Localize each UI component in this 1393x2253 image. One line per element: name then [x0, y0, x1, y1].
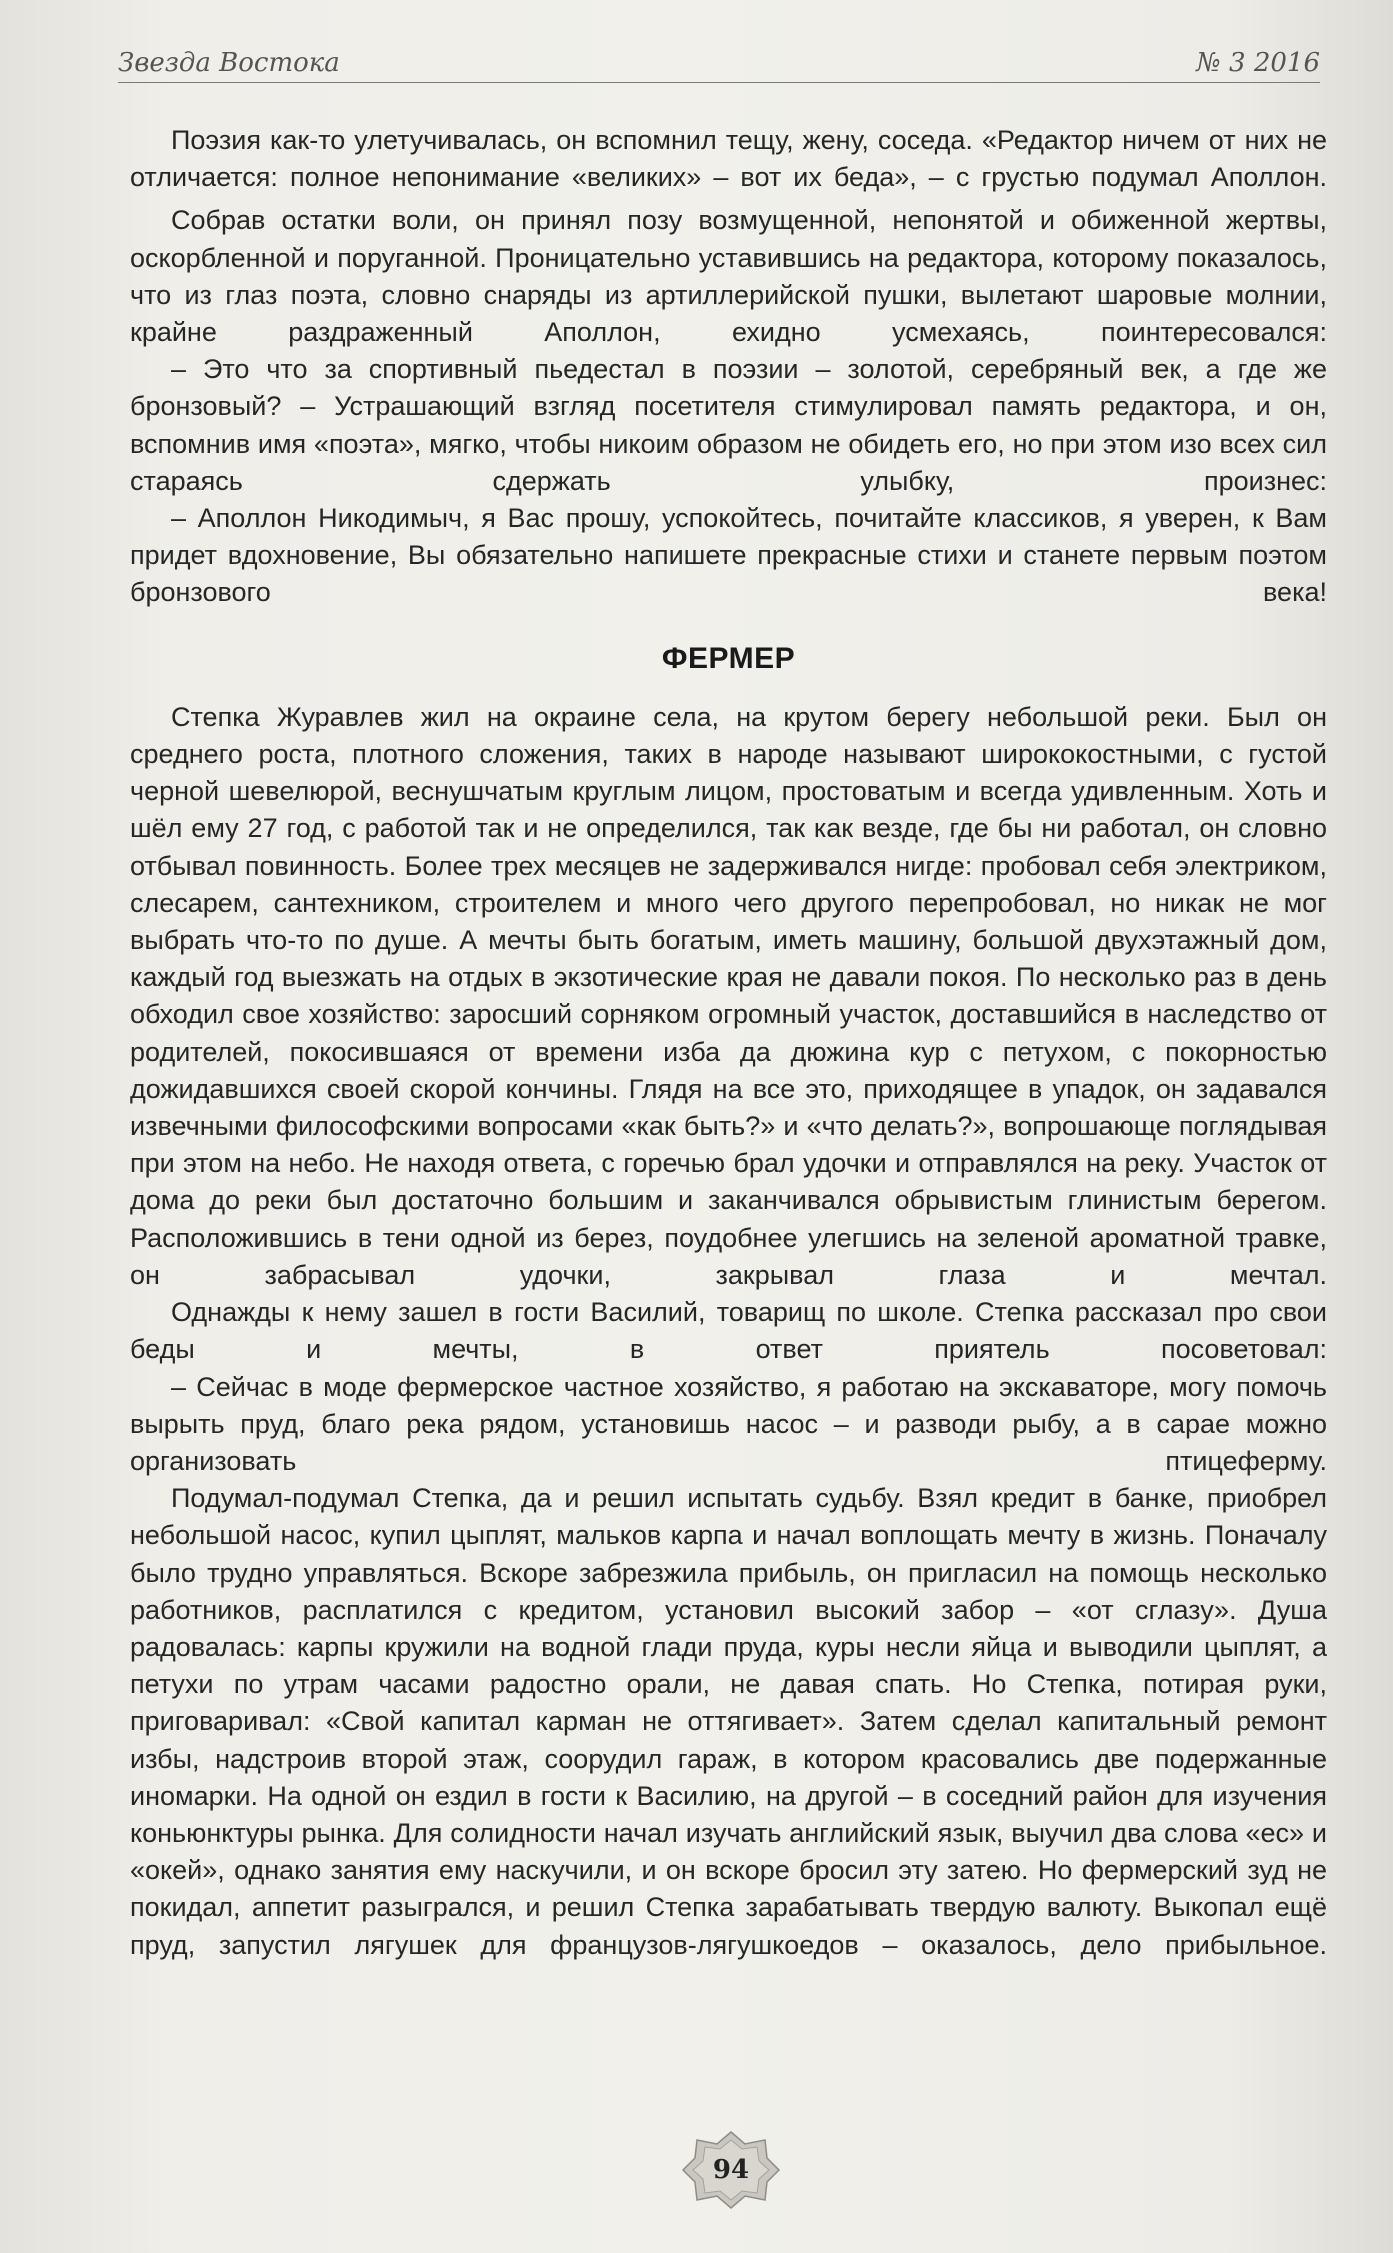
page-number-badge: [681, 2130, 781, 2210]
paragraph: – Сейчас в моде фермерское частное хозяйство, я работаю на экскаваторе, могу помочь вырыть пруд, благо река рядом, установишь насос – и разводи рыбу, а в сарае можно организовать птицеферму.: [130, 1371, 1327, 1476]
journal-title: Звезда Востока: [118, 48, 340, 78]
paragraph: Поэзия как-то улетучивалась, он вспомнил тещу, жену, соседа. «Редактор ничем от них не отличается: полное непонимание «великих» – вот их беда», – с грустью подумал Аполлон.: [130, 125, 1327, 193]
article-body: [130, 122, 1327, 1964]
page-number: 94: [712, 2155, 750, 2185]
running-header: [118, 42, 1320, 83]
issue-number: № 3 2016: [1196, 48, 1320, 78]
section-title: ФЕРМЕР: [661, 641, 796, 675]
paragraph: – Это что за спортивный пьедестал в поэзии – золотой, серебряный век, а где же бронзовый? – Устрашающий взгляд посетителя стимулировал память редактора, и он, вспомнив имя «поэта», мягко, чтобы никоим образом не обидеть его, но при этом изо всех сил стараясь сдержать улыбку, произнес:: [130, 354, 1327, 496]
paragraph: – Аполлон Никодимыч, я Вас прошу, успокойтесь, почитайте классиков, я уверен, к Вам придет вдохновение, Вы обязательно напишете прекрасные стихи и станете первым поэтом бронзового века!: [130, 503, 1327, 608]
paragraph: Подумал-подумал Степка, да и решил испытать судьбу. Взял кредит в банке, приобрел небольшой насос, купил цыплят, мальков карпа и начал воплощать мечту в жизнь. Поначалу было трудно управляться. Вскоре забрезжила прибыль, он пригласил на помощь несколько работников, расплатился с кредитом, установил высокий забор – «от сглазу». Душа радовалась: карпы кружили на водной глади пруда, куры несли яйца и выводили цыплят, а петухи по утрам часами радостно орали, не давая спать. Но Степка, потирая руки, приговаривал: «Свой капитал карман не оттягивает». Затем сделал капитальный ремонт избы, надстроив второй этаж, соорудил гараж, в котором красовались две подержанные иномарки. На одной он ездил в гости к Василию, на другой – в соседний район для изучения коньюнктуры рынка. Для солидности начал изучать английский язык, выучил два слова «ес» и «окей», однако занятия ему наскучили, и он вскоре бросил эту затею. Но фермерский зуд не покидал, аппетит разыгрался, и решил Степка зарабатывать твердую валюту. Выкопал ещё пруд, запустил лягушек для французов-лягушкоедов – оказалось, дело прибыльное.: [130, 1483, 1327, 1960]
paragraph: Собрав остатки воли, он принял позу возмущенной, непонятой и обиженной жертвы, оскорбленной и поруганной. Проницательно уставившись на редактора, которому показалось, что из глаз поэта, словно снаряды из артиллерийской пушки, вылетают шаровые молнии, крайне раздраженный Аполлон, ехидно усмехаясь, поинтересовался:: [130, 205, 1327, 348]
paragraph: Степка Журавлев жил на окраине села, на крутом берегу небольшой реки. Был он среднего роста, плотного сложения, таких в народе называют ширококостными, с густой черной шевелюрой, веснушчатым круглым лицом, простоватым и всегда удивленным. Хоть и шёл ему 27 год, с работой так и не определился, так как везде, где бы ни работал, он словно отбывал повинность. Более трех месяцев не задерживался нигде: пробовал себя электриком, слесарем, сантехником, строителем и много чего другого перепробовал, но никак не мог выбрать что-то по душе. А мечты быть богатым, иметь машину, большой двухэтажный дом, каждый год выезжать на отдых в экзотические края не давали покоя. По несколько раз в день обходил свое хозяйство: заросший сорняком огромный участок, доставшийся в наследство от родителей, покосившаяся от времени изба да дюжина кур с петухом, с покорностью дожидавшихся своей скорой кончины. Глядя на все это, приходящее в упадок, он задавался извечными философскими вопросами «как быть?» и «что делать?», вопрошающе поглядывая при этом на небо. Не находя ответа, с горечью брал удочки и отправлялся на реку. Участок от дома до реки был достаточно большим и заканчивался обрывистым глинистым берегом. Расположившись в тени одной из берез, поудобнее улегшись на зеленой ароматной травке, он забрасывал удочки, закрывал глаза и мечтал.: [130, 701, 1327, 1290]
paragraph: Однажды к нему зашел в гости Василий, товарищ по школе. Степка рассказал про свои беды и мечты, в ответ приятель посоветовал:: [130, 1297, 1327, 1365]
